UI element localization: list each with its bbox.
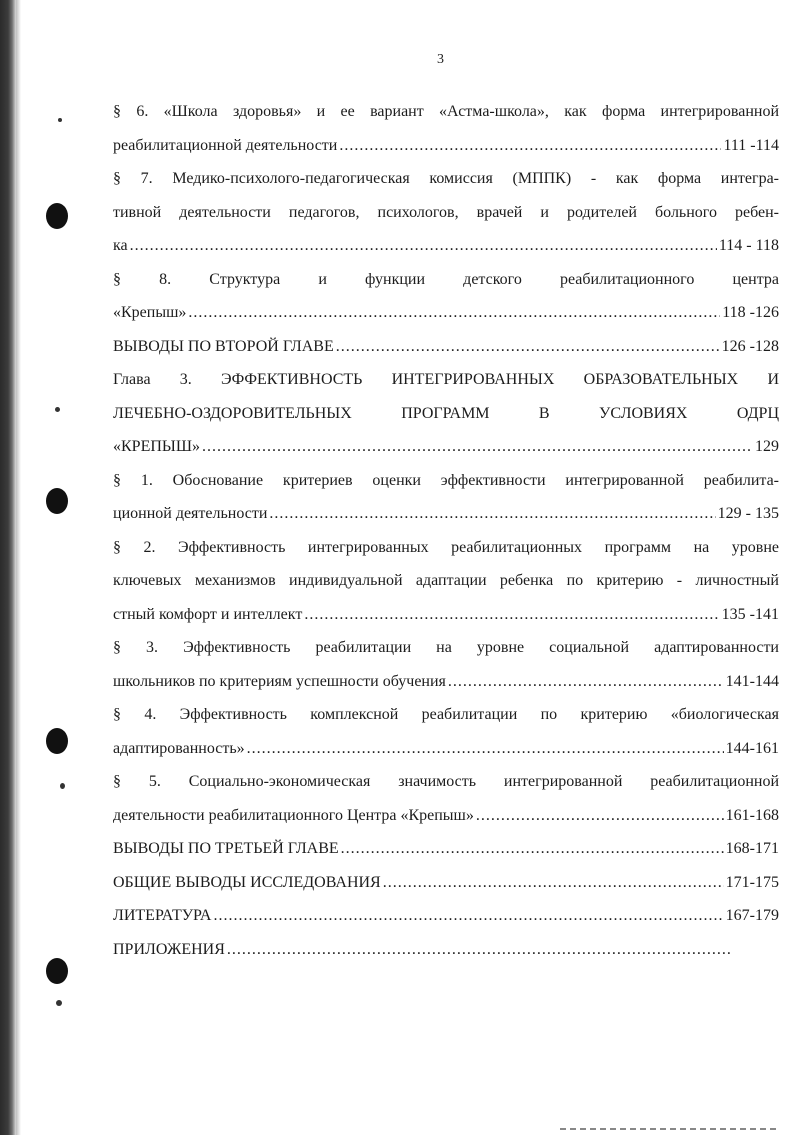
table-of-contents xyxy=(113,95,779,966)
toc-entry-last-line xyxy=(113,832,779,866)
toc-entry-pages: 144-161 xyxy=(725,739,779,757)
toc-entry-pages: 135 -141 xyxy=(721,605,779,623)
toc-entry-last-line xyxy=(113,229,779,263)
toc-entry-pages: 141-144 xyxy=(725,672,779,690)
toc-entry-pages: 161-168 xyxy=(725,806,779,824)
dot-leader xyxy=(476,799,724,833)
toc-entry-title: ка xyxy=(113,237,128,254)
toc-entry-pages: 118 -126 xyxy=(722,304,779,321)
punch-hole xyxy=(46,958,68,984)
toc-entry-pages: 171-175 xyxy=(725,873,779,891)
dot-leader xyxy=(247,732,724,766)
toc-entry xyxy=(113,531,779,632)
toc-entry-last-line xyxy=(113,933,733,967)
toc-entry xyxy=(113,95,779,162)
toc-entry-title: реабилитационной деятельности xyxy=(113,136,338,154)
toc-entry-title: школьников по критериям успешности обучения xyxy=(113,672,446,690)
toc-entry-last-line xyxy=(113,598,779,632)
scan-page-edge-shadow xyxy=(16,0,21,1135)
dot-leader xyxy=(269,497,715,531)
toc-entry xyxy=(113,698,779,765)
toc-entry-line: § 2. Эффективность интегрированных реабилитационных программ на уровне xyxy=(113,538,779,556)
toc-entry-line: § 1. Обоснование критериев оценки эффективности интегрированной реабилита- xyxy=(113,471,779,489)
toc-entry-last-line xyxy=(113,665,779,699)
toc-entry-last-line xyxy=(113,799,779,833)
toc-entry-last-line xyxy=(113,732,779,766)
toc-entry xyxy=(113,832,779,866)
toc-entry xyxy=(113,330,779,364)
toc-entry-title: ционной деятельности xyxy=(113,505,268,522)
toc-entry xyxy=(113,866,779,900)
toc-entry-line: § 4. Эффективность комплексной реабилитации по критерию «биологическая xyxy=(113,706,779,723)
toc-entry-title: «Крепыш» xyxy=(113,304,187,321)
toc-entry xyxy=(113,363,779,464)
toc-entry xyxy=(113,765,779,832)
toc-entry-pages: 167-179 xyxy=(725,907,779,924)
toc-entry-pages: 129 xyxy=(755,438,779,455)
toc-entry-title: стный комфорт и интеллект xyxy=(113,605,303,623)
dot-leader xyxy=(336,330,720,364)
dot-leader xyxy=(227,933,731,967)
toc-entry-line: Глава 3. ЭФФЕКТИВНОСТЬ ИНТЕГРИРОВАННЫХ ОБРАЗОВАТЕЛЬНЫХ И xyxy=(113,371,779,388)
toc-entry-last-line xyxy=(113,430,779,464)
toc-entry-title: ВЫВОДЫ ПО ТРЕТЬЕЙ ГЛАВЕ xyxy=(113,840,339,857)
dot-leader xyxy=(448,665,724,699)
toc-entry xyxy=(113,933,779,967)
dot-leader xyxy=(130,229,717,263)
toc-entry-last-line xyxy=(113,129,779,163)
toc-entry xyxy=(113,263,779,330)
toc-entry-pages: 129 - 135 xyxy=(717,505,779,522)
toc-entry-line: § 7. Медико-психолого-педагогическая комиссия (МППК) - как форма интегра- xyxy=(113,170,779,187)
dot-leader xyxy=(202,430,753,464)
toc-entry-line: тивной деятельности педагогов, психологов, врачей и родителей больного ребен- xyxy=(113,203,779,221)
toc-entry-last-line xyxy=(113,497,779,531)
toc-entry-title: деятельности реабилитационного Центра «Крепыш» xyxy=(113,806,474,824)
toc-entry-pages: 168-171 xyxy=(725,840,779,857)
toc-entry-line: ключевых механизмов индивидуальной адаптации ребенка по критерию - личностный xyxy=(113,572,779,589)
toc-entry-line: § 5. Социально-экономическая значимость интегрированной реабилитационной xyxy=(113,773,779,790)
toc-entry xyxy=(113,899,779,933)
toc-entry-line: ЛЕЧЕБНО-ОЗДОРОВИТЕЛЬНЫХ ПРОГРАММ В УСЛОВИЯХ ОДРЦ xyxy=(113,404,779,422)
scan-speck xyxy=(55,407,60,412)
page-number: 3 xyxy=(437,52,444,67)
scan-speck xyxy=(56,1000,62,1006)
toc-entry-pages: 114 - 118 xyxy=(718,237,779,254)
scan-speck xyxy=(58,118,62,122)
dot-leader xyxy=(304,598,719,632)
toc-entry-title: «КРЕПЫШ» xyxy=(113,438,200,455)
toc-entry xyxy=(113,631,779,698)
scan-page-edge xyxy=(0,0,16,1135)
dot-leader xyxy=(188,296,720,330)
toc-entry-title: ЛИТЕРАТУРА xyxy=(113,907,212,924)
toc-entry-pages: 126 -128 xyxy=(721,337,779,355)
dot-leader xyxy=(213,899,723,933)
dot-leader xyxy=(339,129,721,163)
punch-hole xyxy=(46,728,68,754)
toc-entry-last-line xyxy=(113,296,779,330)
punch-hole xyxy=(46,488,68,514)
toc-entry xyxy=(113,464,779,531)
toc-entry-title: ОБЩИЕ ВЫВОДЫ ИССЛЕДОВАНИЯ xyxy=(113,873,381,891)
toc-entry-last-line xyxy=(113,330,779,364)
toc-entry xyxy=(113,162,779,263)
toc-entry-title: адаптированность» xyxy=(113,739,245,757)
punch-hole xyxy=(46,203,68,229)
scan-speck xyxy=(60,783,65,789)
scan-artifact-line xyxy=(560,1128,780,1130)
toc-entry-title: ВЫВОДЫ ПО ВТОРОЙ ГЛАВЕ xyxy=(113,337,334,355)
toc-entry-line: § 8. Структура и функции детского реабилитационного центра xyxy=(113,270,779,288)
dot-leader xyxy=(383,866,724,900)
toc-entry-line: § 6. «Школа здоровья» и ее вариант «Астма-школа», как форма интегрированной xyxy=(113,103,779,120)
toc-entry-line: § 3. Эффективность реабилитации на уровне социальной адаптированности xyxy=(113,639,779,656)
toc-entry-pages: 111 -114 xyxy=(723,136,779,154)
toc-entry-title: ПРИЛОЖЕНИЯ xyxy=(113,940,225,958)
toc-entry-last-line xyxy=(113,866,779,900)
dot-leader xyxy=(341,832,724,866)
toc-entry-last-line xyxy=(113,899,779,933)
